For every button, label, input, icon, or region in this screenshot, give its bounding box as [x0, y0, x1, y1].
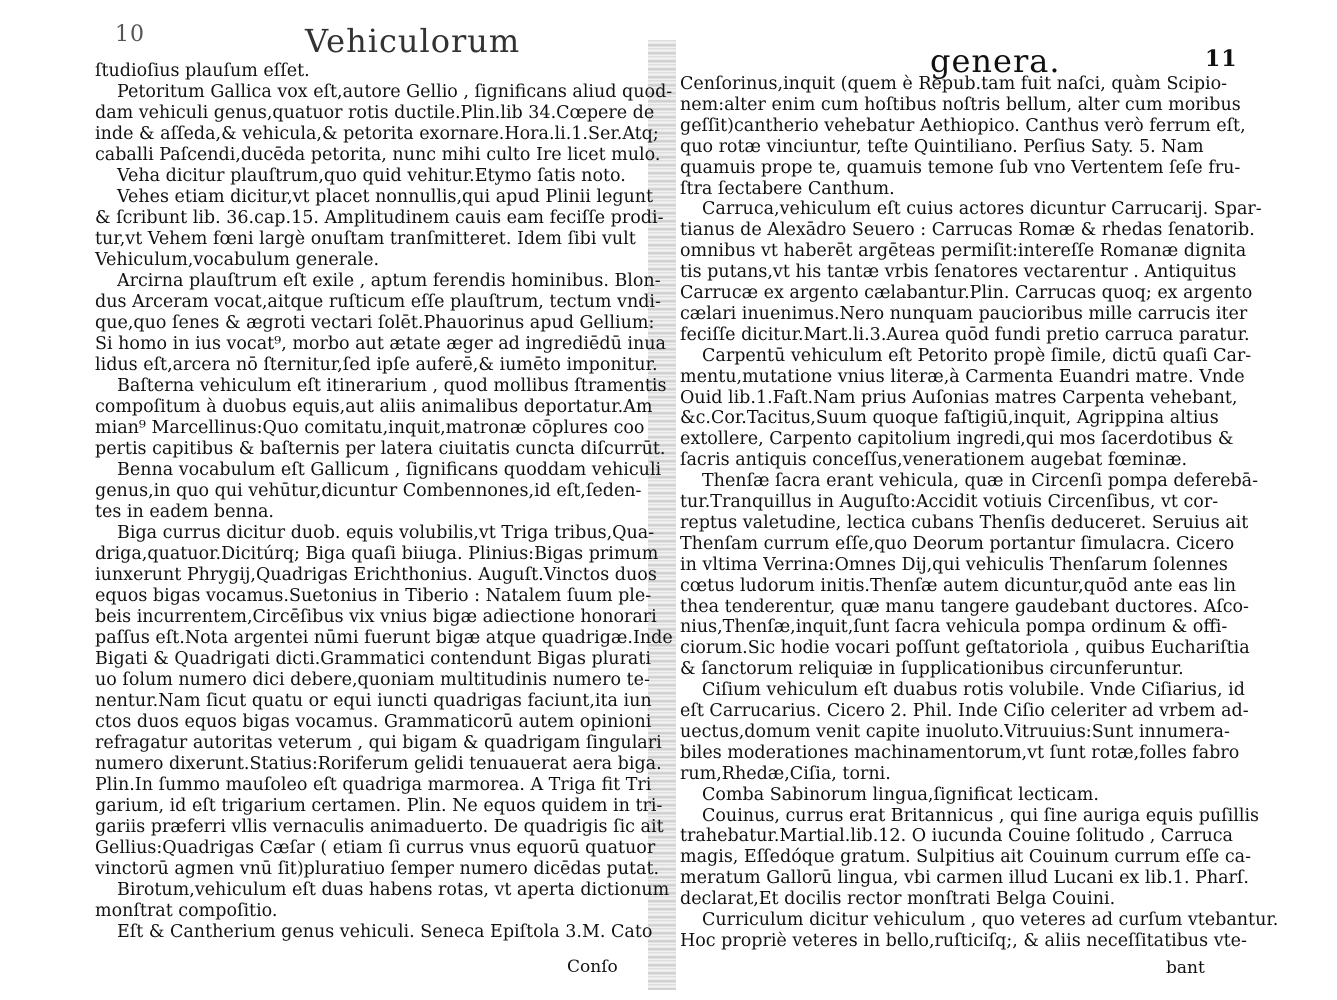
text-line: Couinus, currus erat Britannicus , qui ſine auriga equis puſillis	[702, 805, 1260, 826]
text-line: Benna vocabulum eſt Gallicum , ſignificans quoddam vehiculi	[117, 460, 662, 480]
text-line: magis, Eſſedóque gratum. Sulpitius ait Couinum currum eſſe ca-	[680, 847, 1251, 868]
text-line: Si homo in ius vocat⁹, morbo aut ætate æger ad ingrediēdū inua	[95, 334, 666, 354]
text-line: Comba Sabinorum lingua,ſignificat lecticam.	[702, 784, 1099, 805]
text-line: genus,in quo qui vehūtur,dicuntur Combennones,id eſt,ſeden-	[95, 481, 642, 501]
text-line: meratum Gallorū lingua, vbi carmen illud Lucani ex lib.1. Pharſ.	[680, 868, 1249, 889]
text-line: Vehiculum,vocabulum generale.	[95, 250, 380, 270]
left-page	[95, 0, 673, 1000]
text-line: cœtus ludorum initis.Thenſæ autem dicuntur,quōd ante eas lin	[680, 575, 1236, 596]
text-line: ſacris antiquis conceſſus,venerationem augebat fœminæ.	[680, 450, 1188, 471]
text-line: & ſcribunt lib. 36.cap.15. Amplitudinem cauis eam feciſſe prodi-	[95, 208, 664, 228]
text-line: tes in eadem benna.	[95, 502, 274, 522]
text-line: tur,vt Vehem fœni largè onuſtam tranſmitteret. Idem ſibi vult	[95, 229, 636, 249]
text-line: Petoritum Gallica vox eſt,autore Gellio , ſignificans aliud quod-	[117, 82, 673, 102]
text-line: equos bigas vocamus.Suetonius in Tiberio : Natalem ſuum ple-	[95, 586, 652, 606]
text-line: geſſit)cantherio vehebatur Aethiopico. Canthus verò ferrum eſt,	[680, 115, 1246, 136]
text-line: iunxerunt Phrygij,Quadrigas Erichthonius. Auguſt.Vinctos duos	[95, 565, 657, 585]
left-running-head: Vehiculorum	[305, 22, 521, 60]
text-line: dam vehiculi genus,quatuor rotis ductile.Plin.lib 34.Cœpere de	[95, 103, 655, 123]
text-line: ctos duos equos bigas vocamus. Grammaticorū autem opinioni	[95, 712, 652, 732]
text-line: reptus valetudine, lectica cubans Thenſis deduceret. Seruius ait	[680, 512, 1249, 533]
text-line: Carrucæ ex argento cælabantur.Plin. Carrucas quoq; ex argento	[680, 283, 1253, 303]
text-line: &c.Cor.Tacitus,Suum quoque faſtigiū,inquit, Agrippina altius	[680, 408, 1219, 429]
text-line: Arcirna plauſtrum eſt exile , aptum ferendis hominibus. Blon-	[117, 271, 661, 291]
text-line: uo ſolum numero dici debere,quoniam multitudinis numero te-	[95, 670, 650, 690]
text-line: uectus,domum venit capite inuoluto.Vitruuius:Sunt innumera-	[680, 721, 1230, 742]
text-line: Birotum,vehiculum eſt duas habens rotas, vt aperta dictionum	[117, 880, 670, 900]
text-line: Cenſorinus,inquit (quem è Repub.tam fuit naſci, quàm Scipio-	[680, 74, 1228, 94]
text-line: numero dixerunt.Statius:Roriferum gelidi tenuauerat aera biga.	[95, 754, 662, 774]
text-line: Veha dicitur plauſtrum,quo quid vehitur.Etymo ſatis noto.	[117, 166, 626, 186]
text-line: nentur.Nam ſicut quatu or equi iuncti quadrigas faciunt,ita iun	[95, 691, 652, 711]
text-line: quamuis prope te, quamuis temone ſub vno Vertentem ſeſe fru-	[680, 157, 1241, 178]
right-page	[680, 0, 1279, 1000]
text-line: tur.Tranquillus in Auguſto:Accidit votiuis Circenſibus, vt cor-	[680, 492, 1219, 512]
text-line: garium, id eſt trigarium certamen. Plin. Ne equos quidem in tri-	[95, 796, 663, 816]
left-page-number: 10	[115, 22, 145, 47]
text-line: rum,Rhedæ,Ciſia, torni.	[680, 763, 891, 784]
text-line: Ouid lib.1.Faſt.Nam prius Auſonias matres Carpenta vehebant,	[680, 387, 1238, 408]
text-line: driga,quatuor.Dicitúrq; Biga quaſi biiuga. Plinius:Bigas primum	[95, 544, 659, 564]
text-line: Vehes etiam dicitur,vt placet nonnullis,qui apud Plinii legunt	[117, 187, 654, 207]
text-line: inde & aſſeda,& vehicula,& petorita exornare.Hora.li.1.Ser.Atq;	[95, 124, 659, 144]
text-line: pertis capitibus & baſternis per latera ciuitatis cuncta diſcurrūt.	[95, 439, 666, 459]
text-line: Curriculum dicitur vehiculum , quo veteres ad curſum vtebantur.	[702, 910, 1279, 930]
text-line: ſtudioſius plauſum eſſet.	[95, 61, 310, 81]
right-running-head: genera.	[930, 42, 1061, 80]
text-line: & ſanctorum reliquiæ in ſupplicationibus circunferuntur.	[680, 659, 1184, 680]
text-line: dus Arceram vocat,aitque ruſticum eſſe plauſtrum, tectum vndi-	[95, 292, 661, 312]
text-line: beis incurrentem,Circēſibus vix vnius bigæ adiectione honorari	[95, 607, 657, 627]
text-line: Carruca,vehiculum eſt cuius actores dicuntur Carrucarij. Spar-	[702, 199, 1262, 220]
text-line: Carpentū vehiculum eſt Petorito propè ſimile, dictū quaſi Car-	[702, 345, 1252, 366]
text-line: ſtra ſectabere Canthum.	[680, 178, 895, 199]
text-line: refragatur autoritas veterum , qui bigam & quadrigam ſingulari	[95, 733, 662, 753]
text-line: omnibus vt haberēt argēteas permiſit:intereſſe Romanæ dignita	[680, 241, 1247, 262]
text-line: Thenſam currum eſſe,quo Deorum portantur ſimulacra. Cicero	[680, 533, 1235, 554]
text-line: biles moderationes machinamentorum,vt ſunt rotæ,folles fabro	[680, 742, 1240, 763]
text-line: thea tenderentur, quæ manu tangere gaudebant ductores. Aſco-	[680, 596, 1249, 617]
text-line: monſtrat compoſitio.	[95, 901, 278, 921]
text-line: ciorum.Sic hodie vocari poſſunt geſtatoriola , quibus Euchariſtia	[680, 638, 1250, 659]
text-line: mentu,mutatione vnius literæ,à Carmenta Euandri matre. Vnde	[680, 366, 1245, 387]
text-line: paſſus eſt.Nota argentei nūmi fuerunt bigæ atque quadrigæ.Inde	[95, 628, 673, 648]
text-line: eſt Carrucarius. Cicero 2. Phil. Inde Ciſio celeriter ad vrbem ad-	[680, 701, 1249, 721]
text-line: quo rotæ vinciuntur, teſte Quintiliano. Perſius Saty. 5. Nam	[680, 136, 1204, 157]
text-line: gariis præferri vllis vernaculis animaduerto. De quadrigis ſic ait	[95, 817, 664, 837]
text-line: cælari inuenimus.Nero nunquam paucioribus mille carrucis iter	[680, 303, 1248, 324]
text-line: nius,Thenſæ,inquit,ſunt ſacra vehicula pompa ordinum & offi-	[680, 617, 1228, 638]
text-line: lidus eſt,arcera nō ſternitur,ſed ipſe auferē,& iumēto imponitur.	[95, 355, 658, 375]
text-line: Biga currus dicitur duob. equis volubilis,vt Triga tribus,Qua-	[117, 523, 655, 543]
text-line: Gellius:Quadrigas Cæſar ( etiam ſi currus vnus equorū quatuor	[95, 838, 656, 858]
text-line: nem:alter enim cum hoſtibus noſtris bellum, alter cum moribus	[680, 94, 1241, 115]
text-line: compoſitum à duobus equis,aut aliis animalibus deportatur.Am	[95, 397, 653, 417]
text-line: Hoc propriè veteres in bello,ruſticiſq;, & aliis neceſſitatibus vte-	[680, 930, 1247, 951]
text-line: Bigati & Quadrigati dicti.Grammatici contendunt Bigas plurati	[95, 649, 651, 669]
text-line: Plin.In ſummo mauſoleo eſt quadriga marmorea. A Triga fit Tri	[95, 775, 652, 795]
text-line: caballi Paſcendi,ducēda petorita, nunc mihi culto Ire licet mulo.	[95, 145, 661, 165]
right-page-number: 11	[1205, 46, 1238, 72]
text-line: Baſterna vehiculum eſt itinerarium , quod mollibus ſtramentis	[117, 376, 667, 396]
text-line: Eſt & Cantherium genus vehiculi. Seneca Epiſtola 3.M. Cato	[117, 922, 653, 942]
text-line: tianus de Alexādro Seuero : Carrucas Romæ & rhedas ſenatorib.	[680, 220, 1255, 241]
text-line: in vltima Verrina:Omnes Dij,qui vehiculis Thenſarum ſolennes	[680, 554, 1228, 575]
text-line: tis putans,vt his tantæ vrbis ſenatores vectarentur . Antiquitus	[680, 262, 1237, 283]
text-line: declarat,Et docilis rector monſtrati Belga Couini.	[680, 889, 1116, 910]
text-line: Thenſæ ſacra erant vehicula, quæ in Circenſi pompa deferebā-	[702, 471, 1259, 492]
text-line: que,quo ſenes & ægroti vectari ſolēt.Phauorinus apud Gellium:	[95, 313, 655, 333]
text-line: Ciſium vehiculum eſt duabus rotis volubile. Vnde Ciſiarius, id	[702, 680, 1245, 701]
text-line: extollere, Carpento capitolium ingredi,qui mos ſacerdotibus &	[680, 429, 1234, 450]
text-line: feciſſe dicitur.Mart.li.3.Aurea quōd fundi pretio carruca paratur.	[680, 324, 1250, 345]
text-line: trahebatur.Martial.lib.12. O iucunda Couine ſolitudo , Carruca	[680, 826, 1233, 847]
text-line: mian⁹ Marcellinus:Quo comitatu,inquit,matronæ cōplures coo	[95, 418, 645, 438]
left-catchword: Conſo	[567, 957, 618, 977]
right-catchword: bant	[1166, 958, 1205, 978]
text-line: vinctorū agmen vnū ſit)pluratiuo ſemper numero dicēdas putat.	[95, 859, 660, 879]
